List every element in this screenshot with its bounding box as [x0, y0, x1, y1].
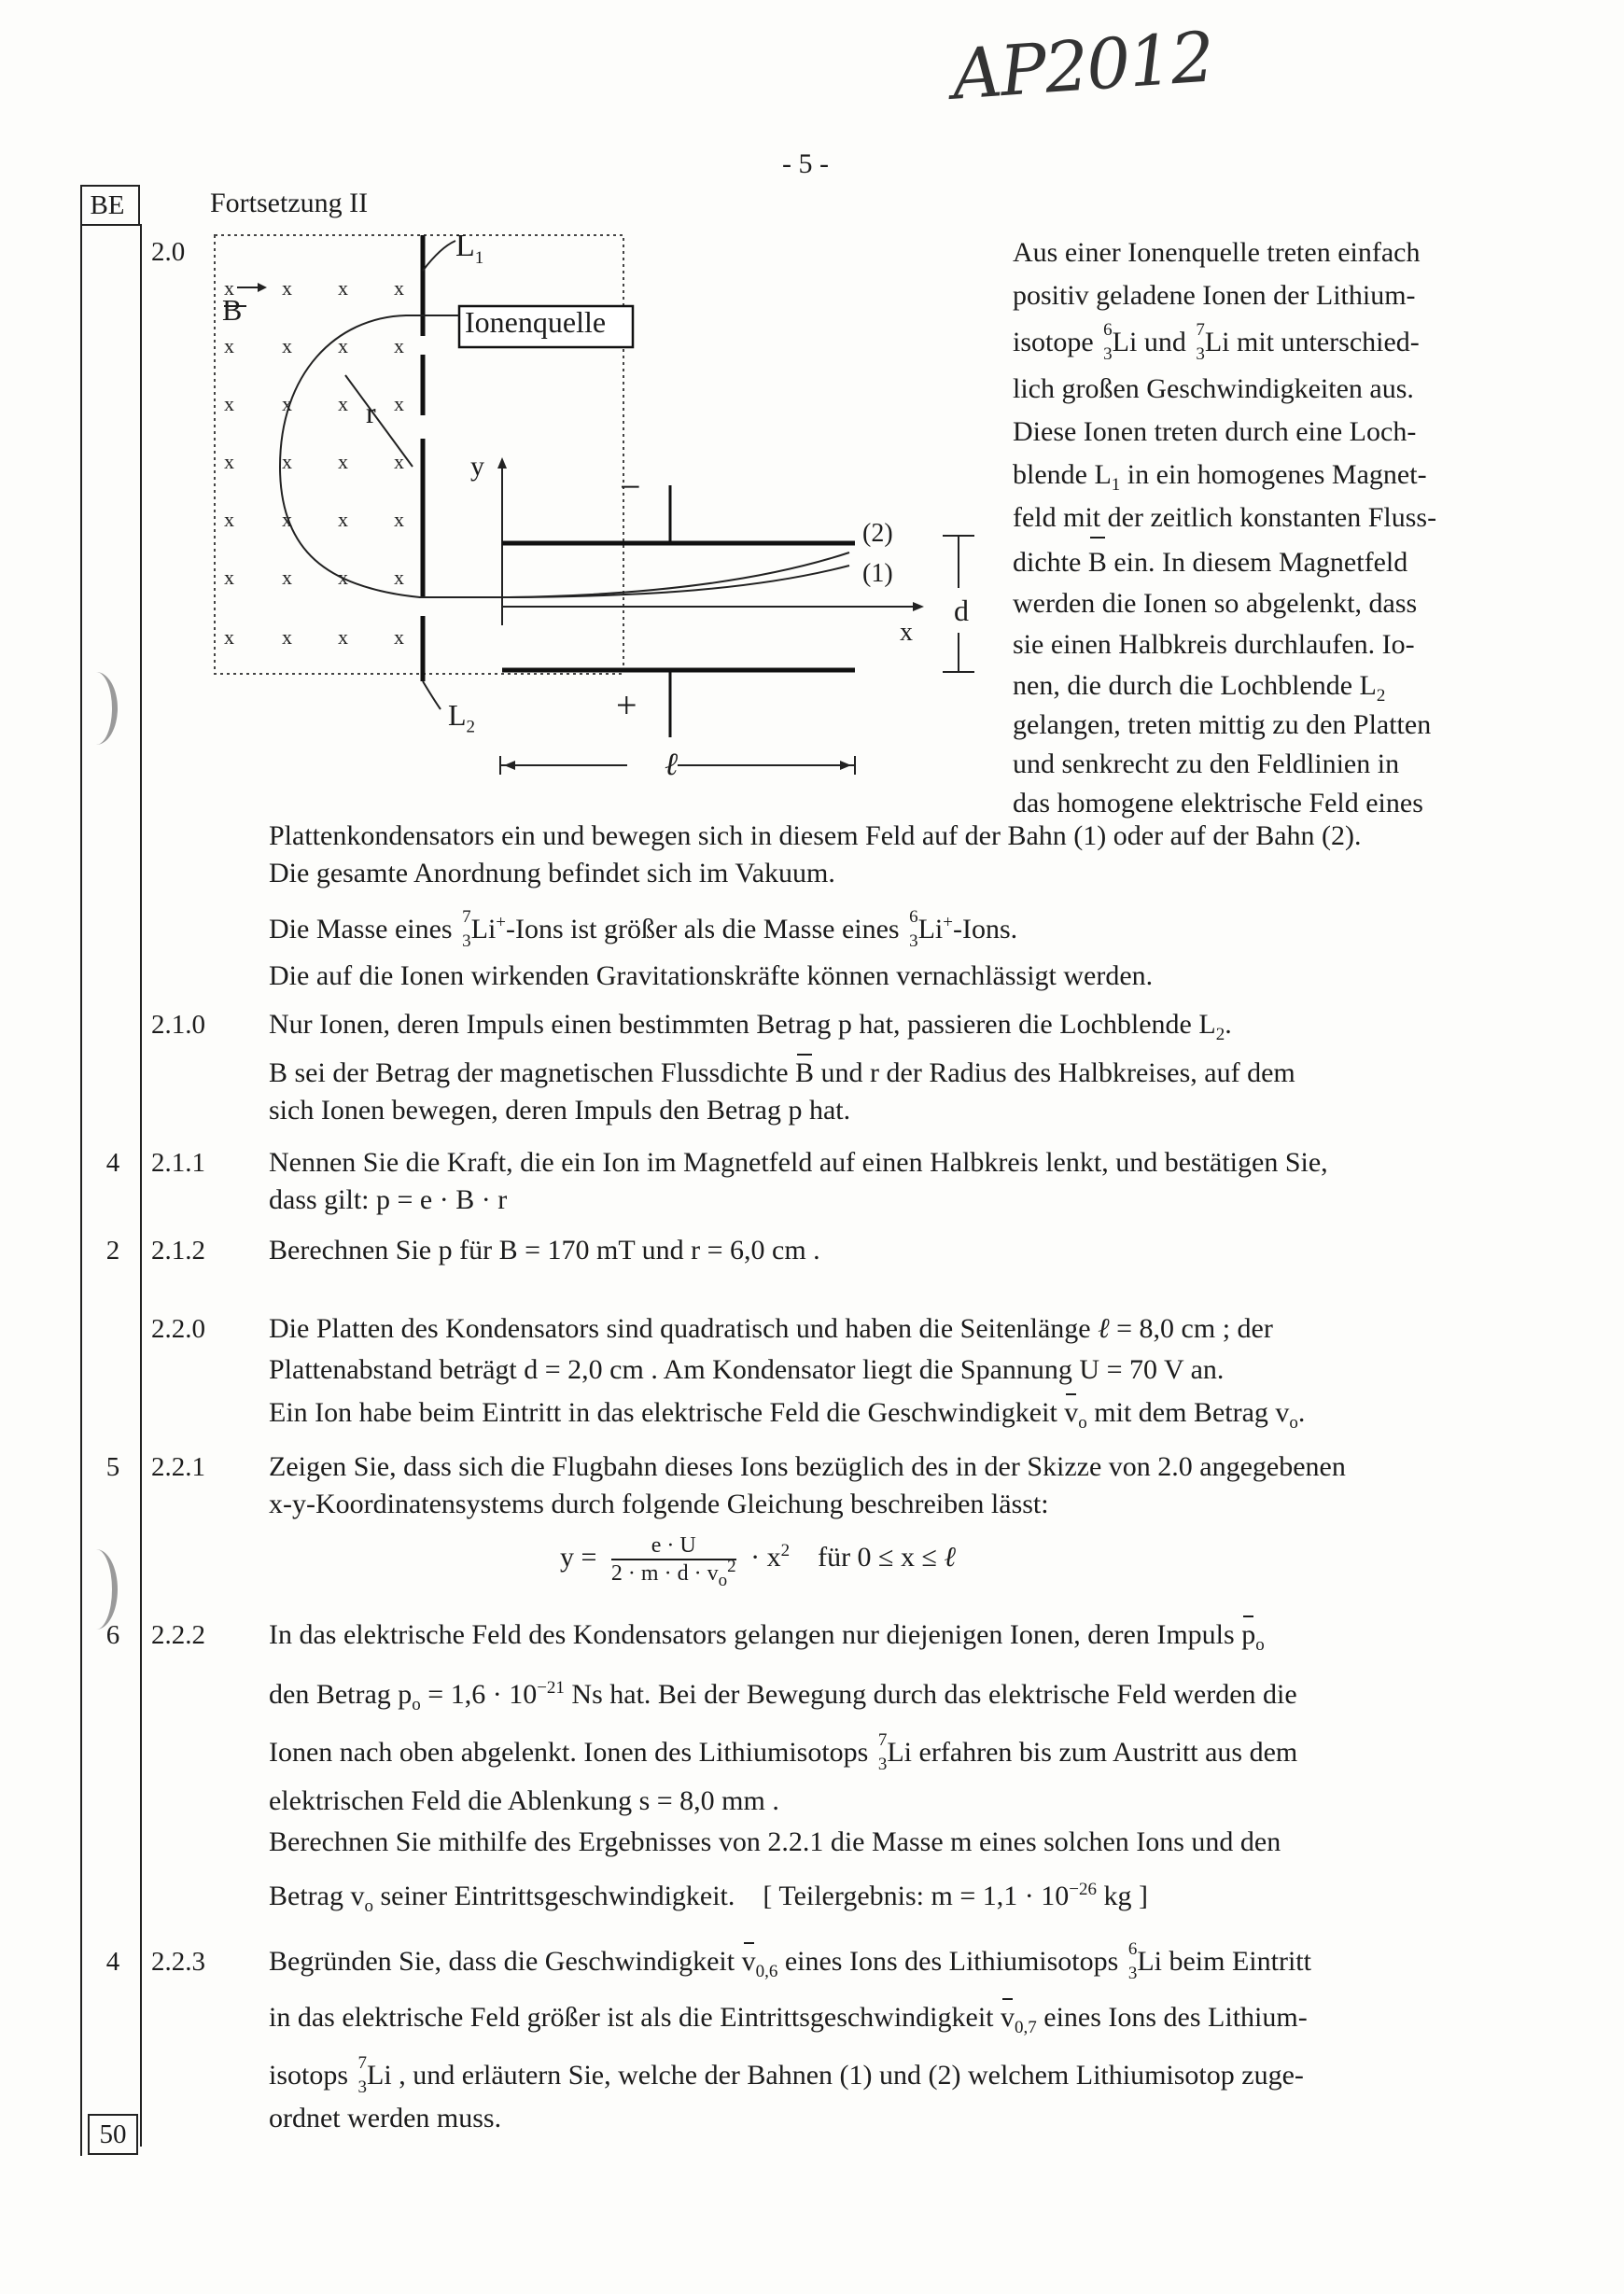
- l-dim-arrow-right: [840, 761, 851, 770]
- label-path-2: (2): [862, 519, 893, 548]
- apparatus-diagram: [196, 215, 1008, 812]
- task-number-2-2-2: 2.2.2: [151, 1620, 205, 1650]
- label-plus: +: [616, 684, 637, 726]
- task-2-2-2-line-1: In das elektrische Feld des Kondensators gelangen nur diejenigen Ionen, deren Impuls $p_o$: [269, 1619, 1265, 1655]
- section-title: Fortsetzung II: [210, 188, 369, 218]
- page-number: - 5 -: [782, 148, 829, 179]
- points-column-divider: [140, 224, 142, 2147]
- field-mark: x: [282, 450, 292, 473]
- intro-line-4: lich großen Geschwindigkeiten aus.: [1013, 373, 1414, 404]
- points-column-left-border: [80, 224, 82, 2156]
- handwritten-note: AP2012: [949, 17, 1216, 116]
- total-points: 50: [99, 2119, 127, 2149]
- field-mark: x: [224, 450, 234, 473]
- field-mark: x: [224, 566, 234, 589]
- points-2-2-2: 6: [105, 1620, 120, 1650]
- intro-line-11: nen, die durch die Lochblende $L_2$: [1013, 670, 1386, 706]
- label-y: y: [470, 451, 484, 482]
- label-r: r: [366, 396, 376, 429]
- field-mark: x: [282, 276, 292, 300]
- task-2-2-2-line-6: Betrag $v_o$ seiner Eintrittsgeschwindigkeit. [ Teilergebnis: $m = 1,1 \cdot 10^{-26}$ kg ]: [269, 1880, 1148, 1916]
- intro-line-2: positiv geladene Ionen der Lithium-: [1013, 280, 1416, 311]
- task-2-2-0-line-3: Ein Ion habe beim Eintritt in das elektrische Feld die Geschwindigkeit $v_o$ mit dem Betrag $v_o$.: [269, 1397, 1306, 1433]
- trajectory-equation: y = $\frac{e \cdot U}{2 \cdot m \cdot d \cdot v_o^2}$ · $x^2$ für 0 ≤ x ≤ ℓ: [560, 1533, 956, 1590]
- radius-line: [345, 375, 413, 467]
- field-mark: x: [338, 334, 348, 357]
- task-2-1-2-line-1: Berechnen Sie p für B = 170 mT und r = 6,0 cm .: [269, 1235, 820, 1266]
- task-2-2-1-line-2: x-y-Koordinatensystems durch folgende Gleichung beschreiben lässt:: [269, 1489, 1049, 1519]
- intro-line-5: Diese Ionen treten durch eine Loch-: [1013, 416, 1417, 447]
- task-2-2-3-line-2: in das elektrische Feld größer ist als die Eintrittsgeschwindigkeit $v_{0,7}$ eines Ions des Lithium-: [269, 2002, 1308, 2037]
- field-mark: x: [282, 334, 292, 357]
- points-2-2-3: 4: [105, 1947, 120, 1977]
- intro-line-1: Aus einer Ionenquelle treten einfach: [1013, 237, 1421, 268]
- task-number-2-1-0: 2.1.0: [151, 1010, 205, 1040]
- field-mark: x: [224, 334, 234, 357]
- field-mark: x: [394, 334, 404, 357]
- label-path-1: (1): [862, 559, 893, 588]
- points-2-2-1: 5: [105, 1452, 120, 1482]
- label-minus: −: [620, 466, 641, 508]
- task-2-1-0-line-2: B sei der Betrag der magnetischen Flussdichte B und r der Radius des Halbkreises, auf dem: [269, 1057, 1295, 1088]
- field-mark: x: [338, 625, 348, 649]
- task-number-2-1-2: 2.1.2: [151, 1236, 205, 1266]
- task-2-2-3-line-4: ordnet werden muss.: [269, 2103, 502, 2133]
- field-mark: x: [282, 508, 292, 531]
- intro-line-8: dichte B ein. In diesem Magnetfeld: [1013, 539, 1407, 586]
- field-mark: x: [282, 392, 292, 415]
- field-mark: x: [338, 276, 348, 300]
- field-mark: x: [394, 450, 404, 473]
- intro-full-line-2: Die gesamte Anordnung befindet sich im Vakuum.: [269, 858, 835, 888]
- intro-line-3: isotope 6 3 Li und 7 3 Li mit unterschied-: [1013, 320, 1420, 365]
- task-number-2-2-0: 2.2.0: [151, 1314, 205, 1344]
- field-mark: x: [282, 625, 292, 649]
- task-number-2-2-1: 2.2.1: [151, 1452, 205, 1482]
- task-number-2-2-3: 2.2.3: [151, 1947, 205, 1977]
- intro-line-14: das homogene elektrische Feld eines: [1013, 788, 1423, 818]
- x-axis-head: [913, 602, 924, 611]
- trajectory-1: [509, 566, 849, 597]
- equation-fraction: $\frac{e \cdot U}{2 \cdot m \cdot d \cdot v_o^2}$: [610, 1533, 736, 1590]
- field-mark: x: [282, 566, 292, 589]
- task-2-2-2-line-4: elektrischen Feld die Ablenkung s = 8,0 mm .: [269, 1785, 779, 1816]
- field-mark: x: [338, 392, 348, 415]
- task-number-2-0: 2.0: [151, 237, 186, 267]
- field-mark: x: [394, 508, 404, 531]
- task-number-2-1-1: 2.1.1: [151, 1148, 205, 1178]
- intro-line-7: feld mit der zeitlich konstanten Fluss-: [1013, 502, 1437, 533]
- field-mark: x: [224, 392, 234, 415]
- field-mark: x: [394, 392, 404, 415]
- punch-hole-shadow: [75, 672, 118, 745]
- task-2-1-0-line-1: Nur Ionen, deren Impuls einen bestimmten Betrag p hat, passieren die Lochblende $L_2$.: [269, 1009, 1232, 1044]
- task-2-2-1-line-1: Zeigen Sie, dass sich die Flugbahn dieses Ions bezüglich des in der Skizze von 2.0 angegebenen: [269, 1451, 1346, 1482]
- gravity-note: Die auf die Ionen wirkenden Gravitationskräfte können vernachlässigt werden.: [269, 960, 1154, 991]
- label-l2: $L_2$: [448, 698, 476, 737]
- label-d: d: [954, 594, 969, 627]
- l-dim-arrow-left: [504, 761, 515, 770]
- label-b: B: [222, 293, 243, 327]
- label-x: x: [900, 618, 913, 647]
- field-mark: x: [394, 625, 404, 649]
- task-2-2-2-line-2: den Betrag $p_o = 1,6 \cdot 10^{-21}$ Ns hat. Bei der Bewegung durch das elektrische Feld werden die: [269, 1678, 1297, 1714]
- label-length-l: ℓ: [665, 748, 679, 782]
- task-2-2-0-line-2: Plattenabstand beträgt d = 2,0 cm . Am Kondensator liegt die Spannung U = 70 V an.: [269, 1354, 1225, 1385]
- field-mark: x: [224, 625, 234, 649]
- task-2-1-1-line-2: dass gilt: p = e · B · r: [269, 1184, 508, 1215]
- field-mark: x: [394, 566, 404, 589]
- l2-pointer: [423, 681, 441, 709]
- task-2-2-3-line-3: isotops 7 3 Li , und erläutern Sie, welche der Bahnen (1) und (2) welchem Lithiumisotop zuge-: [269, 2053, 1304, 2098]
- task-2-1-0-line-3: sich Ionen bewegen, deren Impuls den Betrag p hat.: [269, 1095, 851, 1126]
- label-ion-source: Ionenquelle: [465, 305, 607, 339]
- points-2-1-2: 2: [105, 1236, 120, 1266]
- field-mark: x: [224, 276, 234, 300]
- magnetic-field-region: [215, 235, 623, 674]
- intro-line-10: sie einen Halbkreis durchlaufen. Io-: [1013, 629, 1415, 660]
- field-mark: x: [338, 450, 348, 473]
- intro-full-line-1: Plattenkondensators ein und bewegen sich in diesem Feld auf der Bahn (1) oder auf der Bahn (2).: [269, 820, 1362, 851]
- mass-comparison: Die Masse eines 7 3 Li+-Ions ist größer als die Masse eines 6 3 Li+-Ions.: [269, 907, 1018, 952]
- label-l1: $L_1$: [455, 229, 484, 268]
- b-arrow-head: [258, 283, 267, 292]
- y-axis-head: [497, 457, 507, 469]
- task-2-1-1-line-1: Nennen Sie die Kraft, die ein Ion im Magnetfeld auf einen Halbkreis lenkt, und bestätigen Sie,: [269, 1147, 1328, 1178]
- task-2-2-2-line-3: Ionen nach oben abgelenkt. Ionen des Lithiumisotops 7 3 Li erfahren bis zum Austritt aus dem: [269, 1730, 1298, 1775]
- task-2-2-0-line-1: Die Platten des Kondensators sind quadratisch und haben die Seitenlänge ℓ = 8,0 cm ; der: [269, 1313, 1273, 1344]
- task-2-2-3-line-1: Begründen Sie, dass die Geschwindigkeit $v_{0,6}$ eines Ions des Lithiumisotops 6 3 Li beim Eintritt: [269, 1939, 1311, 1984]
- field-mark: x: [338, 508, 348, 531]
- intro-line-12: gelangen, treten mittig zu den Platten: [1013, 709, 1432, 740]
- points-2-1-1: 4: [105, 1148, 120, 1178]
- field-mark: x: [394, 276, 404, 300]
- intro-line-9: werden die Ionen so abgelenkt, dass: [1013, 588, 1418, 619]
- be-label: BE: [90, 190, 125, 220]
- field-mark: x: [338, 566, 348, 589]
- field-mark: x: [224, 508, 234, 531]
- intro-line-13: und senkrecht zu den Feldlinien in: [1013, 748, 1400, 779]
- l1-pointer: [423, 241, 455, 271]
- intro-line-6: blende $L_1$ in ein homogenes Magnet-: [1013, 459, 1427, 495]
- task-2-2-2-line-5: Berechnen Sie mithilfe des Ergebnisses von 2.2.1 die Masse m eines solchen Ions und den: [269, 1826, 1281, 1857]
- field-marks: [224, 276, 404, 649]
